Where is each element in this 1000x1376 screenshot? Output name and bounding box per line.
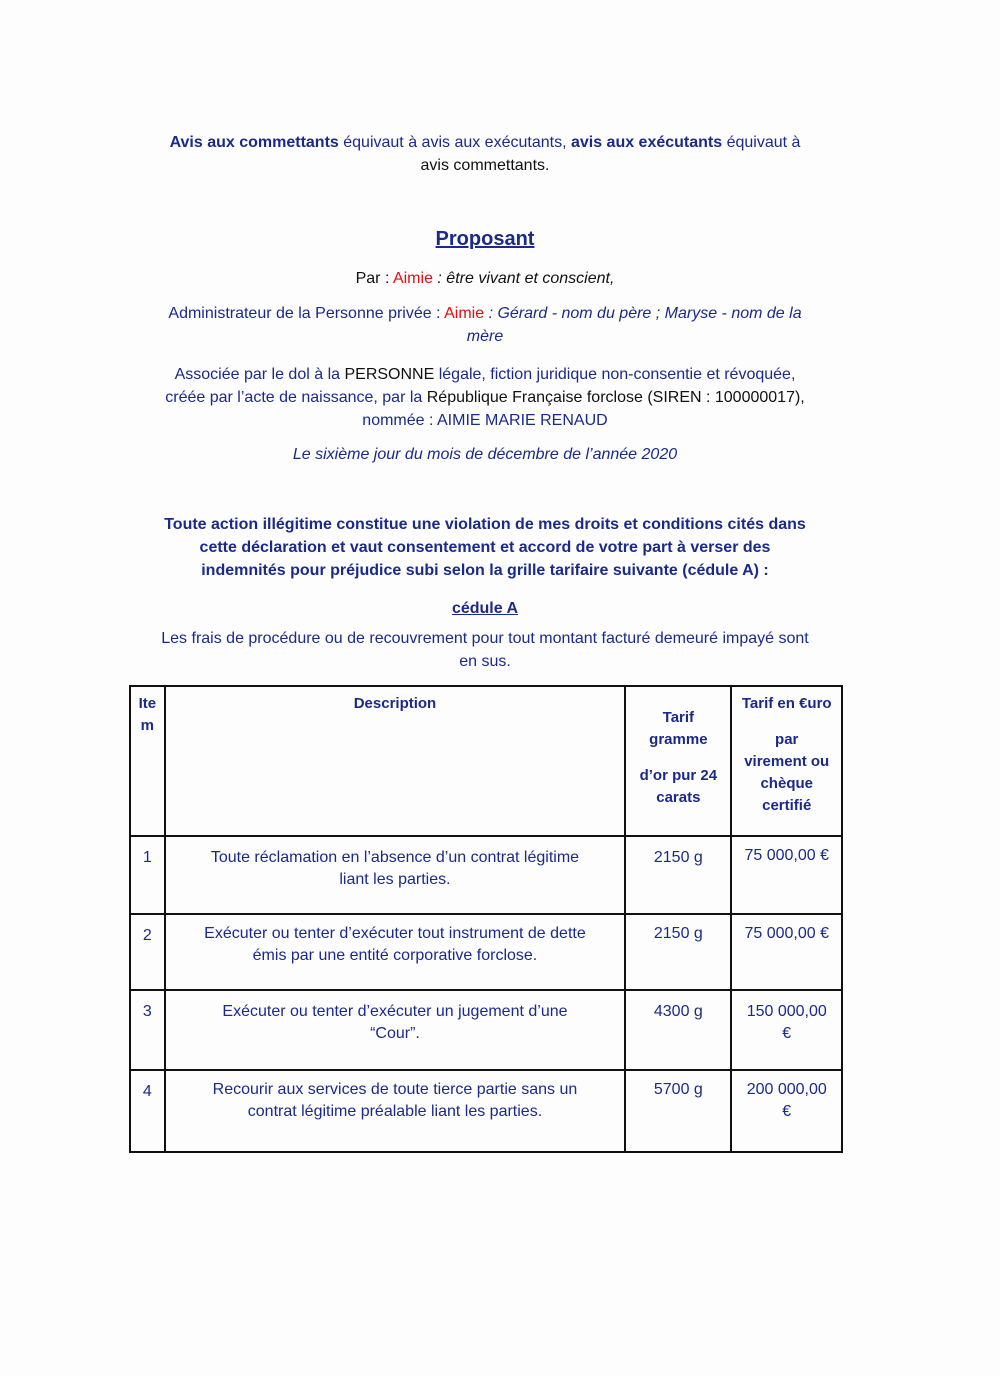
notice-paragraph [120, 131, 850, 177]
admin-paragraph [120, 302, 850, 348]
associee-paragraph [120, 363, 850, 432]
notice-bold-1: Avis aux commettants [169, 134, 339, 151]
header-item: Ite m [130, 686, 165, 836]
header-tarif-euro: Tarif en €uro par virement ou chèque certifié [731, 686, 842, 836]
table-header-row [130, 686, 842, 836]
header-description: Description [165, 686, 626, 836]
declaration-l1: Toute action illégitime constitue une violation de mes droits et conditions cités dans [164, 516, 806, 533]
declaration-paragraph [120, 513, 850, 582]
row-tarif-euro: 75 000,00 € [731, 836, 842, 914]
frais-l1: Les frais de procédure ou de recouvrement pour tout montant facturé demeuré impayé sont [161, 630, 809, 647]
associee-l1-c: légale, fiction juridique non-consentie et révoquée, [434, 366, 796, 383]
par-prefix: Par : [355, 270, 393, 287]
row-item-number: 3 [130, 990, 165, 1070]
table-row [130, 914, 842, 990]
cedule-title: cédule A [451, 600, 519, 617]
declaration-l2: cette déclaration et vaut consentement et accord de votre part à verser des [199, 539, 771, 556]
declaration-l3: indemnités pour préjudice subi selon la grille tarifaire suivante (cédule A) : [201, 562, 769, 579]
tarif-table [129, 685, 843, 1153]
row-description: Recourir aux services de toute tierce partie sans un contrat légitime préalable liant les parties. [165, 1070, 626, 1152]
row-description: Exécuter ou tenter d’exécuter un jugement d’une “Cour”. [165, 990, 626, 1070]
row-tarif-euro: 150 000,00 € [731, 990, 842, 1070]
row-tarif-euro: 200 000,00 € [731, 1070, 842, 1152]
row-tarif-gramme: 4300 g [625, 990, 731, 1070]
row-description: Toute réclamation en l’absence d’un contrat légitime liant les parties. [165, 836, 626, 914]
associee-l3: nommée : AIMIE MARIE RENAUD [362, 412, 608, 429]
row-tarif-euro: 75 000,00 € [731, 914, 842, 990]
table-row [130, 1070, 842, 1152]
associee-l1-b: PERSONNE [344, 366, 435, 383]
par-name: Aimie [392, 270, 433, 287]
notice-text-2: équivaut à [722, 134, 801, 151]
frais-paragraph [110, 627, 860, 673]
row-description: Exécuter ou tenter d’exécuter tout instrument de dette émis par une entité corporative forclose. [165, 914, 626, 990]
row-item-number: 1 [130, 836, 165, 914]
table-row [130, 836, 842, 914]
admin-rest-1: : Gérard - nom du père ; Maryse - nom de la [484, 305, 802, 322]
header-tarif-gramme: Tarif gramme d’or pur 24 carats [625, 686, 731, 836]
page-title: Proposant [435, 228, 535, 250]
frais-l2: en sus. [459, 653, 511, 670]
date-line: Le sixième jour du mois de décembre de l’année 2020 [292, 446, 678, 463]
row-item-number: 4 [130, 1070, 165, 1152]
notice-text-3: avis commettants. [420, 157, 550, 174]
associee-l1-a: Associée par le dol à la [174, 366, 345, 383]
par-suffix: : être vivant et conscient, [432, 270, 615, 287]
admin-rest-2: mère [466, 328, 504, 345]
row-tarif-gramme: 2150 g [625, 914, 731, 990]
table-row [130, 990, 842, 1070]
row-tarif-gramme: 2150 g [625, 836, 731, 914]
par-line [120, 267, 850, 290]
row-item-number: 2 [130, 914, 165, 990]
associee-l2-b: République Française forclose (SIREN : 100000017), [426, 389, 805, 406]
admin-prefix: Administrateur de la Personne privée : [168, 305, 445, 322]
notice-bold-2: avis aux exécutants [570, 134, 723, 151]
notice-text-1: équivaut à avis aux exécutants, [338, 134, 571, 151]
row-tarif-gramme: 5700 g [625, 1070, 731, 1152]
associee-l2-a: créée par l’acte de naissance, par la [165, 389, 427, 406]
admin-name: Aimie [444, 305, 485, 322]
